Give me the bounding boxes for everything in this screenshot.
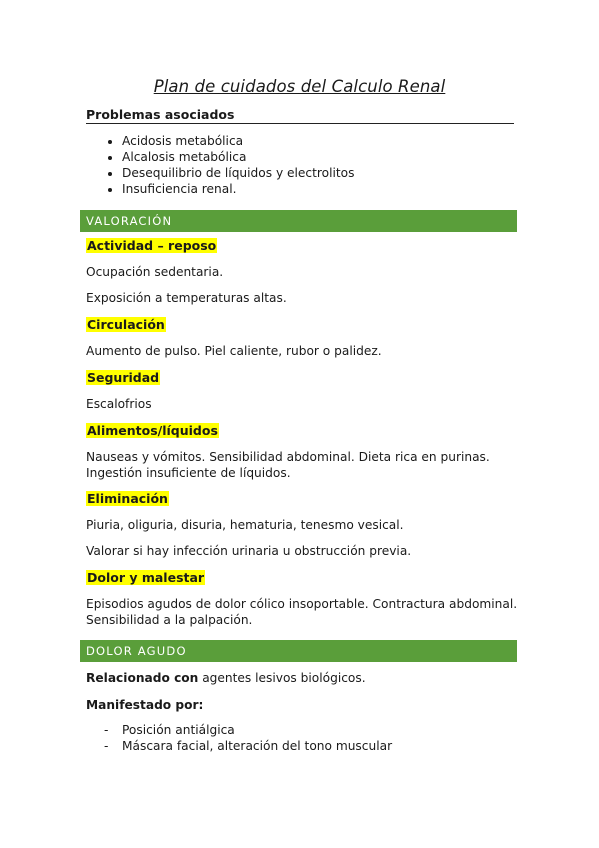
list-item: • Desequilibrio de líquidos y electrolitos — [122, 165, 354, 181]
problems-list — [86, 133, 354, 197]
manifestado-list — [100, 722, 392, 754]
relacionado-label: Relacionado con — [86, 671, 199, 685]
paragraph: Episodios agudos de dolor cólico insoportable. Contractura abdominal. Sensibilidad a la palpación. — [86, 597, 518, 627]
paragraph: Piuria, oliguria, disuria, hematuria, tenesmo vesical. — [86, 518, 404, 532]
heading-actividad: Actividad – reposo — [87, 238, 217, 253]
paragraph: Aumento de pulso. Piel caliente, rubor o palidez. — [86, 344, 382, 358]
list-item: - Máscara facial, alteración del tono muscular — [100, 738, 392, 754]
heading-circulacion: Circulación — [87, 317, 165, 332]
heading-seguridad: Seguridad — [87, 370, 160, 385]
list-item: - Posición antiálgica — [100, 722, 392, 738]
problems-heading: Problemas asociados — [86, 107, 514, 124]
paragraph: Escalofrios — [86, 397, 152, 411]
section-band-valoracion: VALORACIÓN — [80, 210, 517, 232]
relacionado-text: agentes lesivos biológicos. — [198, 671, 366, 685]
list-item: • Acidosis metabólica — [122, 133, 354, 149]
list-item: • Insuficiencia renal. — [122, 181, 354, 197]
heading-alimentos: Alimentos/líquidos — [87, 423, 218, 438]
heading-dolor-malestar: Dolor y malestar — [87, 570, 205, 585]
relacionado-paragraph — [86, 670, 526, 686]
list-item: • Alcalosis metabólica — [122, 149, 354, 165]
paragraph: Exposición a temperaturas altas. — [86, 291, 287, 305]
section-band-dolor-agudo: DOLOR AGUDO — [80, 640, 517, 662]
paragraph: Ocupación sedentaria. — [86, 265, 224, 279]
heading-eliminacion: Eliminación — [87, 491, 168, 506]
paragraph: Valorar si hay infección urinaria u obstrucción previa. — [86, 544, 412, 558]
manifestado-label: Manifestado por: — [86, 698, 204, 712]
page-title: Plan de cuidados del Calculo Renal — [153, 77, 446, 96]
paragraph: Nauseas y vómitos. Sensibilidad abdominal. Dieta rica en purinas. Ingestión insuficiente de líquidos. — [86, 450, 490, 480]
